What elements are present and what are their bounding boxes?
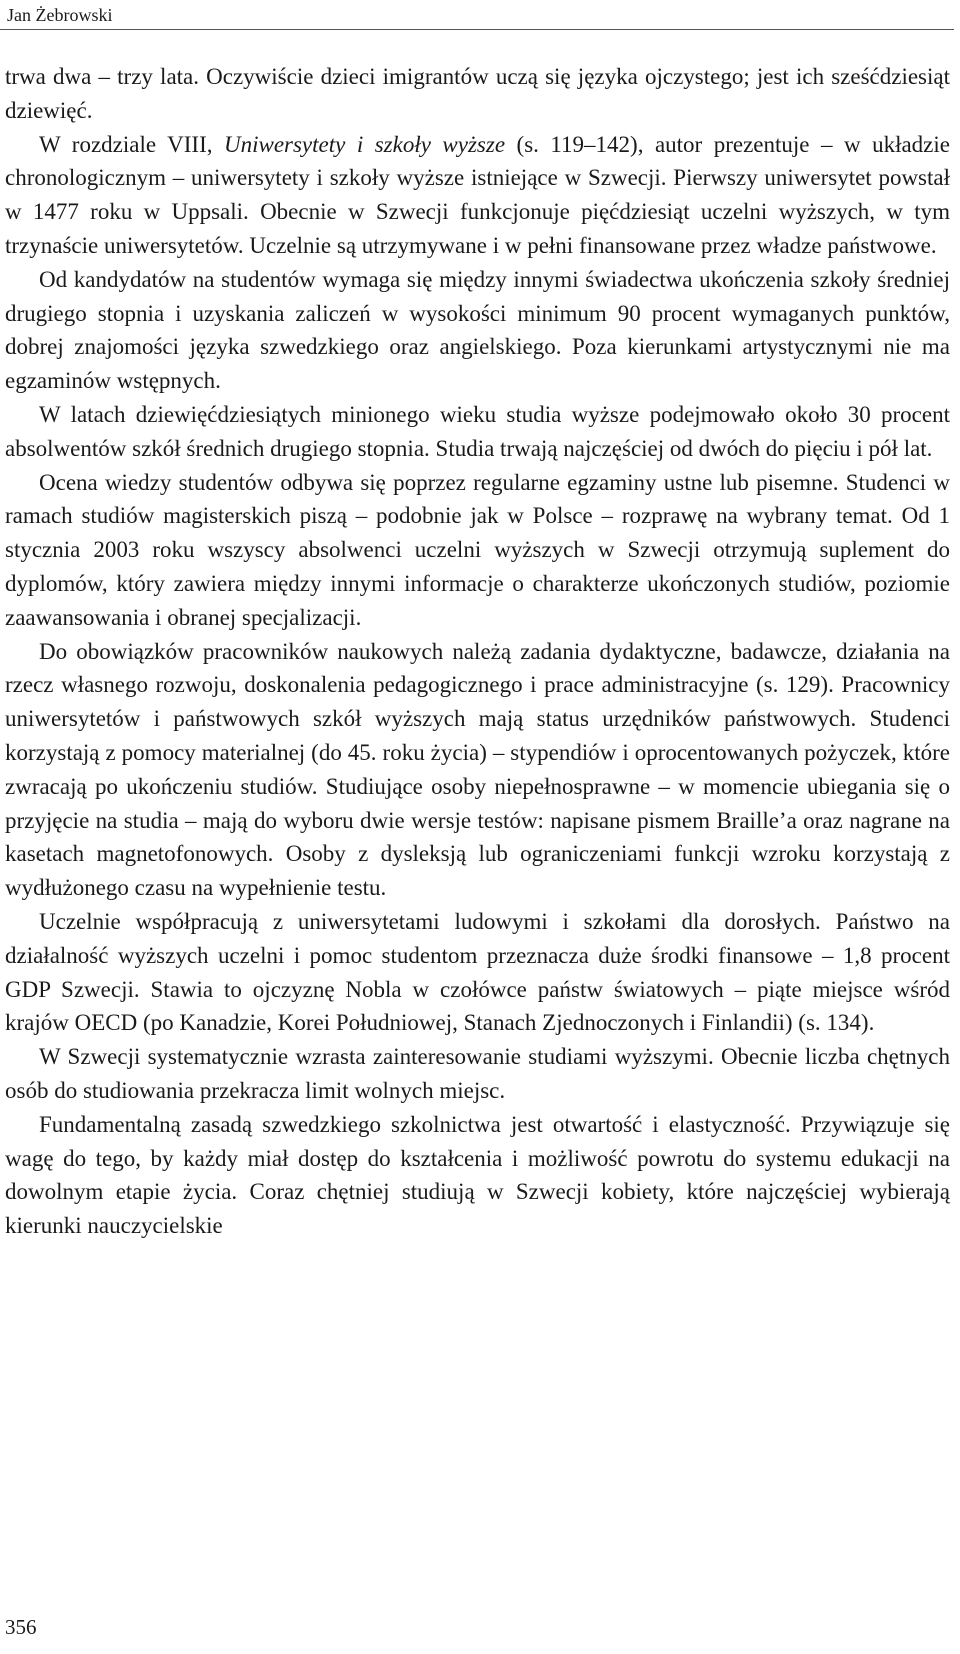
paragraph-2 [5,128,950,263]
paragraph-2-text-start: W rozdziale VIII, [39,131,224,157]
paragraph-1 [5,60,950,128]
paragraph-9 [5,1108,950,1243]
paragraph-6-text: Do obowiązków pracowników naukowych należą zadania dydaktyczne, badawcze, działania na rzecz własnego rozwoju, doskonalenia pedagogicznego i prace administracyjne (s. 129). Pracownicy uniwersytetów i państwowych szkół wyższych mają status urzędników państwowych. Studenci korzystają z pomocy materialnej (do 45. roku życia) – stypendiów i oprocentowanych pożyczek, które zwracają po ukończeniu studiów. Studiujące osoby niepełnosprawne – w momencie ubiegania się o przyjęcie na studia – mają do wyboru dwie wersje testów: napisane pismem Braille’a oraz nagrane na kasetach magnetofonowych. Osoby z dysleksją lub ograniczeniami funkcji wzroku korzystają z wydłużonego czasu na wypełnienie testu. [5,638,950,901]
paragraph-6 [5,635,950,905]
paragraph-5-text: Ocena wiedzy studentów odbywa się poprzez regularne egzaminy ustne lub pisemne. Studenci w ramach studiów magisterskich piszą – podobnie jak w Polsce – rozprawę na wybrany temat. Od 1 stycznia 2003 roku wszyscy absolwenci uczelni wyższych w Szwecji otrzymują suplement do dyplomów, który zawiera między innymi informacje o charakterze ukończonych studiów, poziomie zaawansowania i obranej specjalizacji. [5,469,950,630]
paragraph-8-text: W Szwecji systematycznie wzrasta zainteresowanie studiami wyższymi. Obecnie liczba chętnych osób do studiowania przekracza limit wolnych miejsc. [5,1044,950,1103]
paragraph-7-text: Uczelnie współpracują z uniwersytetami ludowymi i szkołami dla dorosłych. Państwo na działalność wyższych uczelni i pomoc studentom przeznacza duże środki finansowe – 1,8 procent GDP Szwecji. Stawia to ojczyznę Nobla w czołówce państw światowych – piąte miejsce wśród krajów OECD (po Kanadzie, Korei Południowej, Stanach Zjednoczonych i Finlandii) (s. 134). [5,908,950,1036]
paragraph-7 [5,905,950,1040]
paragraph-1-text: trwa dwa – trzy lata. Oczywiście dzieci imigrantów uczą się języka ojczystego; jest ich sześćdziesiąt dziewięć. [5,64,950,123]
paragraph-3-text: Od kandydatów na studentów wymaga się między innymi świadectwa ukończenia szkoły średniej drugiego stopnia i uzyskania zaliczeń w wysokości minimum 90 procent wymaganych punktów, dobrej znajomości języka szwedzkiego oraz angielskiego. Poza kierunkami artystycznymi nie ma egzaminów wstępnych. [5,266,950,394]
header-rule [0,29,954,30]
paragraph-8 [5,1040,950,1108]
paragraph-9-text: Fundamentalną zasadą szwedzkiego szkolnictwa jest otwartość i elastyczność. Przywiązuje się wagę do tego, by każdy miał dostęp do kształcenia i możliwość powrotu do systemu edukacji na dowolnym etapie życia. Coraz chętniej studiują w Szwecji kobiety, które najczęściej wybierają kierunki nauczycielskie [5,1111,950,1239]
chapter-title-italic: Uniwersytety i szkoły wyższe [223,131,506,157]
paragraph-4 [5,398,950,466]
paragraph-3 [5,263,950,398]
running-head: Jan Żebrowski [7,5,113,25]
body-text [5,60,950,1243]
page-number: 356 [5,1615,37,1639]
paragraph-5 [5,466,950,635]
paragraph-4-text: W latach dziewięćdziesiątych minionego wieku studia wyższe podejmowało około 30 procent absolwentów szkół średnich drugiego stopnia. Studia trwają najczęściej od dwóch do pięciu i pół lat. [5,401,950,461]
paragraph-2-text-end: (s. 119–142), autor prezentuje – w układzie chronologicznym – uniwersytety i szkoły wyższe istniejące w Szwecji. Pierwszy uniwersytet powstał w 1477 roku w Uppsali. Obecnie w Szwecji funkcjonuje pięćdziesiąt uczelni wyższych, w tym trzynaście uniwersytetów. Uczelnie są utrzymywane i w pełni finansowane przez władze państwowe. [5,131,950,258]
